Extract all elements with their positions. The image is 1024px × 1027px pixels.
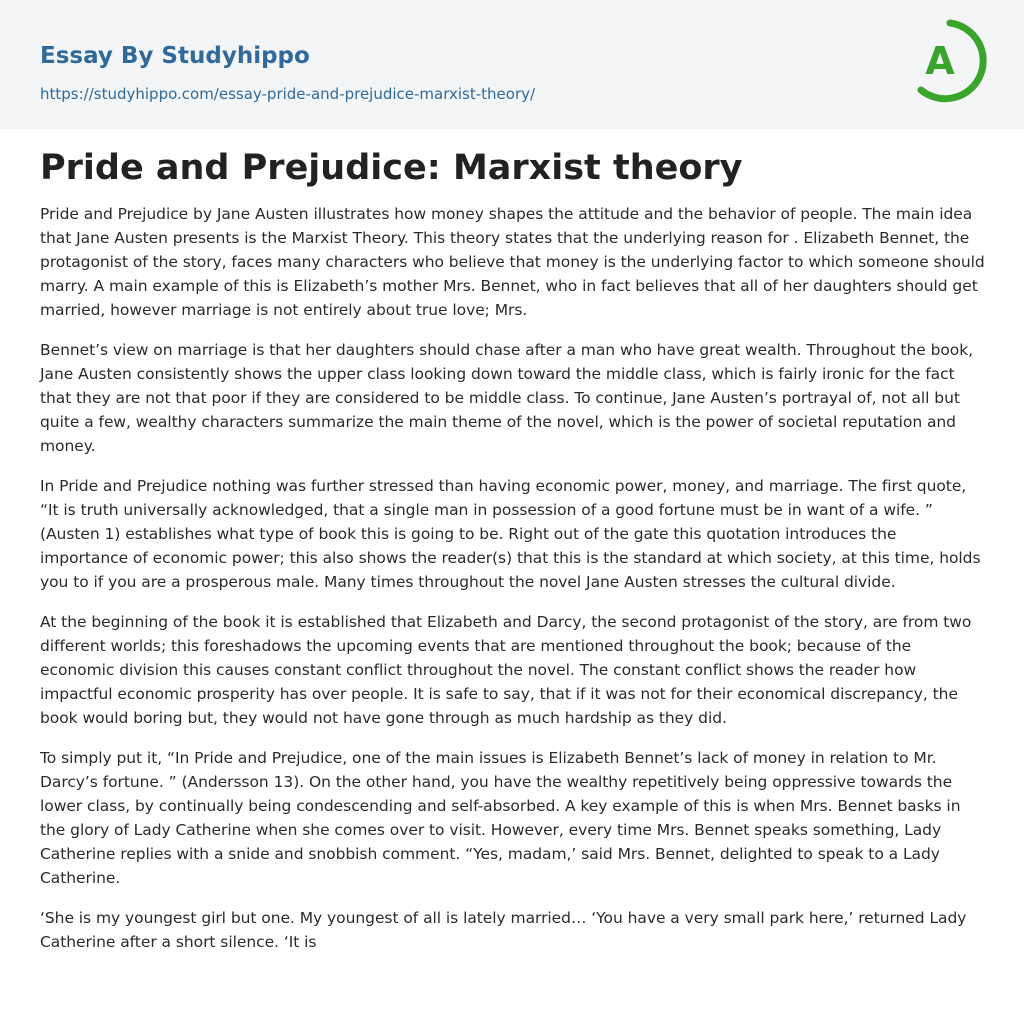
essay-url-link[interactable]: https://studyhippo.com/essay-pride-and-prejudice-marxist-theory/ xyxy=(40,85,536,103)
article xyxy=(40,140,986,970)
studyhippo-logo-icon[interactable] xyxy=(908,17,992,107)
site-header xyxy=(0,0,1024,129)
article-paragraph-2: Bennet’s view on marriage is that her daughters should chase after a man who have great wealth. Throughout the book, Jane Austen consistently shows the upper class looking down toward the middle class, which is fairly ironic for the fact that they are not that poor if they are considered to be middle class. To continue, Jane Austen’s portrayal of, not all but quite a few, wealthy characters summarize the main theme of the novel, which is the power of societal reputation and money. xyxy=(40,341,974,455)
page-title: Pride and Prejudice: Marxist theory xyxy=(40,148,743,188)
article-paragraph-4: At the beginning of the book it is established that Elizabeth and Darcy, the second protagonist of the story, are from two different worlds; this foreshadows the upcoming events that are mentioned throughout the book; because of the economic division this causes constant conflict throughout the novel. The constant conflict shows the reader how impactful economic prosperity has over people. It is safe to say, that if it was not for their economical discrepancy, the book would boring but, they would not have gone through as much hardship as they did. xyxy=(40,613,972,727)
article-paragraph-1: Pride and Prejudice by Jane Austen illustrates how money shapes the attitude and the behavior of people. The main idea that Jane Austen presents is the Marxist Theory. This theory states that the underlying reason for . Elizabeth Bennet, the protagonist of the story, faces many characters who believe that money is the underlying factor to which someone should marry. A main example of this is Elizabeth’s mother Mrs. Bennet, who in fact believes that all of her daughters should get married, however marriage is not entirely about true love; Mrs. xyxy=(40,205,985,319)
article-paragraph-5: To simply put it, “In Pride and Prejudice, one of the main issues is Elizabeth Bennet’s lack of money in relation to Mr. Darcy’s fortune. ” (Andersson 13). On the other hand, you have the wealthy repetitively being oppressive towards the lower class, by continually being condescending and self-absorbed. A key example of this is when Mrs. Bennet basks in the glory of Lady Catherine when she comes over to visit. However, every time Mrs. Bennet speaks something, Lady Catherine replies with a snide and snobbish comment. “Yes, madam,’ said Mrs. Bennet, delighted to speak to a Lady Catherine. xyxy=(40,749,961,887)
logo-graphic xyxy=(908,17,992,107)
logo-letter: A xyxy=(925,39,955,83)
article-paragraph-3: In Pride and Prejudice nothing was further stressed than having economic power, money, and marriage. The first quote, “It is truth universally acknowledged, that a single man in possession of a good fortune must be in want of a wife. ” (Austen 1) establishes what type of book this is going to be. Right out of the gate this quotation introduces the importance of economic power; this also shows the reader(s) that this is the standard at which society, at this time, holds you to if you are a prosperous male. Many times throughout the novel Jane Austen stresses the cultural divide. xyxy=(40,477,981,591)
site-title[interactable]: Essay By Studyhippo xyxy=(40,43,310,69)
article-paragraph-6: ‘She is my youngest girl but one. My youngest of all is lately married… ‘You have a very small park here,’ returned Lady Catherine after a short silence. ‘It is xyxy=(40,909,967,951)
